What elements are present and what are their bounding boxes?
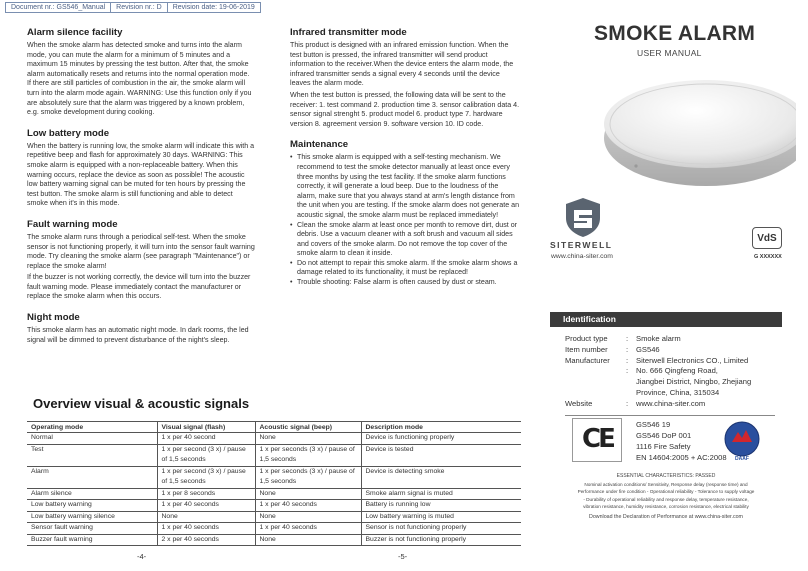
brand-name: SITERWELL <box>550 240 613 250</box>
silence-text: When the smoke alarm has detected smoke and turns into the alarm mode, you can mute the alarm for a minimum of 5 minutes and a maximum 15 minutes by pressing the test button. After that, the smoke alarm automatically resets and returns into the normal operation mode. If there are still particles of combustion in the air, the smoke alarm will turn into the alarm mode again. WARNING: Use this function only if you are absolutely sure that the alarm was triggered by a known problem, e.g. smoke development during cooking. <box>27 41 252 117</box>
cell: Low battery warning <box>27 500 157 512</box>
id-row <box>565 377 786 388</box>
header-description: Description mode <box>361 422 521 433</box>
cell: None <box>255 534 361 546</box>
cover-subtitle: USER MANUAL <box>637 48 702 58</box>
cell: Low battery warning is muted <box>361 511 521 523</box>
id-key: Item number <box>565 344 608 354</box>
battery-text: When the battery is running low, the smoke alarm will indicate this with a repetitive beep and flash for approximately 30 days. WARNING: This smoke alarm is equipped with a non-replaceable battery. When this warning occurs, replace the device as soon as possible! The acoustic low battery warning signal can be muted for ten hours by pressing the test button. The smoke alarm is still functioning and able to detect smoke when it's in this mode. <box>27 141 255 208</box>
cell: 2 x per 40 seconds <box>157 534 255 546</box>
ce-line: EN 14604:2005 + AC:2008 <box>636 453 727 462</box>
header-acoustic-signal: Acoustic signal (beep) <box>255 422 361 433</box>
cell: Device is detecting smoke <box>361 466 521 488</box>
ce-line: GS546 19 <box>636 420 671 429</box>
header-visual-signal: Visual signal (flash) <box>157 422 255 433</box>
id-row: Product type : Smoke alarm <box>565 334 786 345</box>
cell: None <box>157 511 255 523</box>
maintenance-list <box>290 153 520 287</box>
id-value: www.china-siter.com <box>636 398 706 408</box>
cell: Smoke alarm signal is muted <box>361 488 521 500</box>
ce-info <box>636 419 727 463</box>
id-row: Item number : GS546 <box>565 345 786 356</box>
brand-website: www.china-siter.com <box>551 253 613 260</box>
id-key <box>565 377 626 388</box>
battery-heading: Low battery mode <box>27 127 110 139</box>
cell: Sensor is not functioning properly <box>361 523 521 535</box>
maintenance-item: • Do not attempt to repair this smoke alarm. If the smoke alarm shows a damage related to its functionality, it must be replaced! <box>297 259 520 278</box>
daaf-label: DAAF <box>735 456 749 462</box>
identification-table <box>565 334 786 410</box>
cell: Test <box>27 444 157 466</box>
ess-line: - Durability of operational reliability and response delay, temperature resistance, <box>583 496 749 502</box>
cell: 1 x per 40 seconds <box>255 523 361 535</box>
id-key: Manufacturer <box>565 355 610 365</box>
ess-line: Performance under fire condition - Operational reliability - Tolerance to supply voltage <box>577 489 755 494</box>
smoke-alarm-image <box>596 78 796 193</box>
fault-text-1: The smoke alarm runs through a periodical self-test. When the smoke sensor is not functioning properly, it will turn into the sensor fault warning mode. Try cleaning the smoke alarm (see paragraph "Maintenance") or replace the smoke alarm! <box>27 232 255 270</box>
id-value: No. 666 Qingfeng Road, <box>636 366 718 376</box>
ess-line: Nominal activation conditions/ Sensitivity, Response delay (response time) and <box>584 481 748 487</box>
cover-title: SMOKE ALARM <box>594 22 756 45</box>
cell: 1 x per second (3 x) / pause of 1,5 seconds <box>157 466 255 488</box>
cell: Battery is running low <box>361 500 521 512</box>
page-number-left: -4- <box>137 552 147 561</box>
daaf-certification-icon <box>720 420 764 462</box>
fault-heading: Fault warning mode <box>27 218 118 230</box>
id-value: Jiangbei District, Ningbo, Zhejiang <box>636 377 752 387</box>
revision-date: Revision date: 19-06-2019 <box>172 4 255 11</box>
ce-line: GS546 DoP 001 <box>636 431 692 440</box>
maintenance-heading: Maintenance <box>290 139 349 151</box>
ir-text-1: This product is designed with an infrared emission function. When the test button is pressed, the infrared transmitter will send product information to the receiver.When the device enters the alarm mode, the infrared transmitter sends a signal every 4 seconds until the device leaves the alarm mode. <box>290 41 514 88</box>
cell: Buzzer fault warning <box>27 534 157 546</box>
id-value: Smoke alarm <box>636 334 681 343</box>
left-column <box>27 27 255 355</box>
cell: Buzzer is not functioning properly <box>361 534 521 546</box>
id-row: Manufacturer : Siterwell Electronics CO., Limited <box>565 356 786 367</box>
id-value: GS546 <box>636 344 660 354</box>
fault-text-2: If the buzzer is not working correctly, the device will turn into the buzzer fault warning mode. Please immediately contact the manufacturer or replace the smoke alarm when this occurs. <box>27 273 251 301</box>
table-row <box>27 466 521 488</box>
cell: 1 x per seconds (3 x) / pause of 1,5 seconds <box>255 444 361 466</box>
middle-column <box>290 27 520 298</box>
cell: Low battery warning silence <box>27 511 157 523</box>
cell: 1 x per 40 seconds <box>255 500 361 512</box>
cell: 1 x per 8 seconds <box>157 488 255 500</box>
id-key <box>565 366 626 377</box>
dop-download: Download the Declaration of Performance at www.china-siter.com <box>589 514 743 520</box>
essential-characteristics <box>548 473 784 511</box>
table-row <box>27 444 521 466</box>
ir-heading: Infrared transmitter mode <box>290 27 407 38</box>
cell: None <box>255 511 361 523</box>
vds-number: G XXXXXX <box>754 254 782 260</box>
cell: 1 x per seconds (3 x) / pause of 1,5 seconds <box>255 466 361 488</box>
ir-text-2: When the test button is pressed, the following data will be sent to the receiver: 1. test command 2. production time 3. sensor calibration data 4. sensor signal strenght 5. product model 6. product type 7. hardware version 8. agreement version 9. software version 10. ID code. <box>290 90 520 128</box>
cell: Sensor fault warning <box>27 523 157 535</box>
maintenance-item: • Clean the smoke alarm at least once per month to remove dirt, dust or debris. Use a vacuum cleaner with a soft brush and vacuum all sides and covers of the smoke alarm. Do not remove the top cover of the smoke alarm to clean it inside. <box>297 221 520 259</box>
siterwell-logo <box>548 196 618 238</box>
id-key <box>565 388 626 399</box>
cell: Normal <box>27 433 157 445</box>
table-row <box>27 433 521 445</box>
ess-title: ESSENTIAL CHARACTERISTICS: PASSED <box>616 473 716 479</box>
cell: Alarm <box>27 466 157 488</box>
id-key: Product type <box>565 334 608 343</box>
doc-number: Document nr.: GS546_Manual <box>6 3 111 12</box>
id-key: Website <box>565 398 593 408</box>
night-heading: Night mode <box>27 312 80 324</box>
vds-mark: VdS <box>752 227 782 249</box>
cell: 1 x per second (3 x) / pause of 1,5 seconds <box>157 444 255 466</box>
document-header <box>5 2 261 13</box>
silence-heading: Alarm silence facility <box>27 27 123 38</box>
table-row <box>27 523 521 535</box>
divider <box>565 415 775 416</box>
id-row: : No. 666 Qingfeng Road, <box>565 366 786 377</box>
table-header-row <box>27 422 521 433</box>
signals-table <box>27 421 521 546</box>
cell: None <box>255 433 361 445</box>
identification-bar: Identification <box>550 312 782 327</box>
id-value: Province, China, 315034 <box>636 387 720 397</box>
page-number-right: -5- <box>398 552 408 561</box>
maintenance-item: • Trouble shooting: False alarm is often caused by dust or steam. <box>297 278 520 288</box>
id-row: Website : www.china-siter.com <box>565 399 786 410</box>
table-row <box>27 488 521 500</box>
maintenance-item: • This smoke alarm is equipped with a self-testing mechanism. We recommend to test the smoke detector manually at least once every three months by using the test facility. If the smoke alarm functions correctly, it will generate a loud beep. Due to the loudness of the alarm, make sure that you always stand at arm's length distance from the unit when you are testing. If the smoke alarm does not generate an acoustic signal, the smoke alarm must be replaced immediately! <box>297 153 520 220</box>
cell: 1 x per 40 second <box>157 433 255 445</box>
table-row <box>27 500 521 512</box>
table-row <box>27 534 521 546</box>
header-operating-mode: Operating mode <box>27 422 157 433</box>
cell: 1 x per 40 seconds <box>157 523 255 535</box>
ess-line: vibration resistance, humidity resistance, corrosion resistance, electrical stability <box>583 504 749 509</box>
revision-number: Revision nr.: D <box>111 3 168 12</box>
cell: 1 x per 40 seconds <box>157 500 255 512</box>
ce-mark-icon: CE <box>582 424 613 454</box>
cell: Device is tested <box>361 444 521 466</box>
id-row <box>565 388 786 399</box>
overview-title: Overview visual & acoustic signals <box>33 396 250 411</box>
ce-line: 1116 Fire Safety <box>636 442 691 451</box>
id-value: Siterwell Electronics CO., Limited <box>636 355 749 365</box>
cell: None <box>255 488 361 500</box>
table-row <box>27 511 521 523</box>
cell: Alarm silence <box>27 488 157 500</box>
cell: Device is functioning properly <box>361 433 521 445</box>
night-text: This smoke alarm has an automatic night mode. In dark rooms, the led signal will be dimmed to prevent disturbance of the night's sleep. <box>27 326 249 344</box>
